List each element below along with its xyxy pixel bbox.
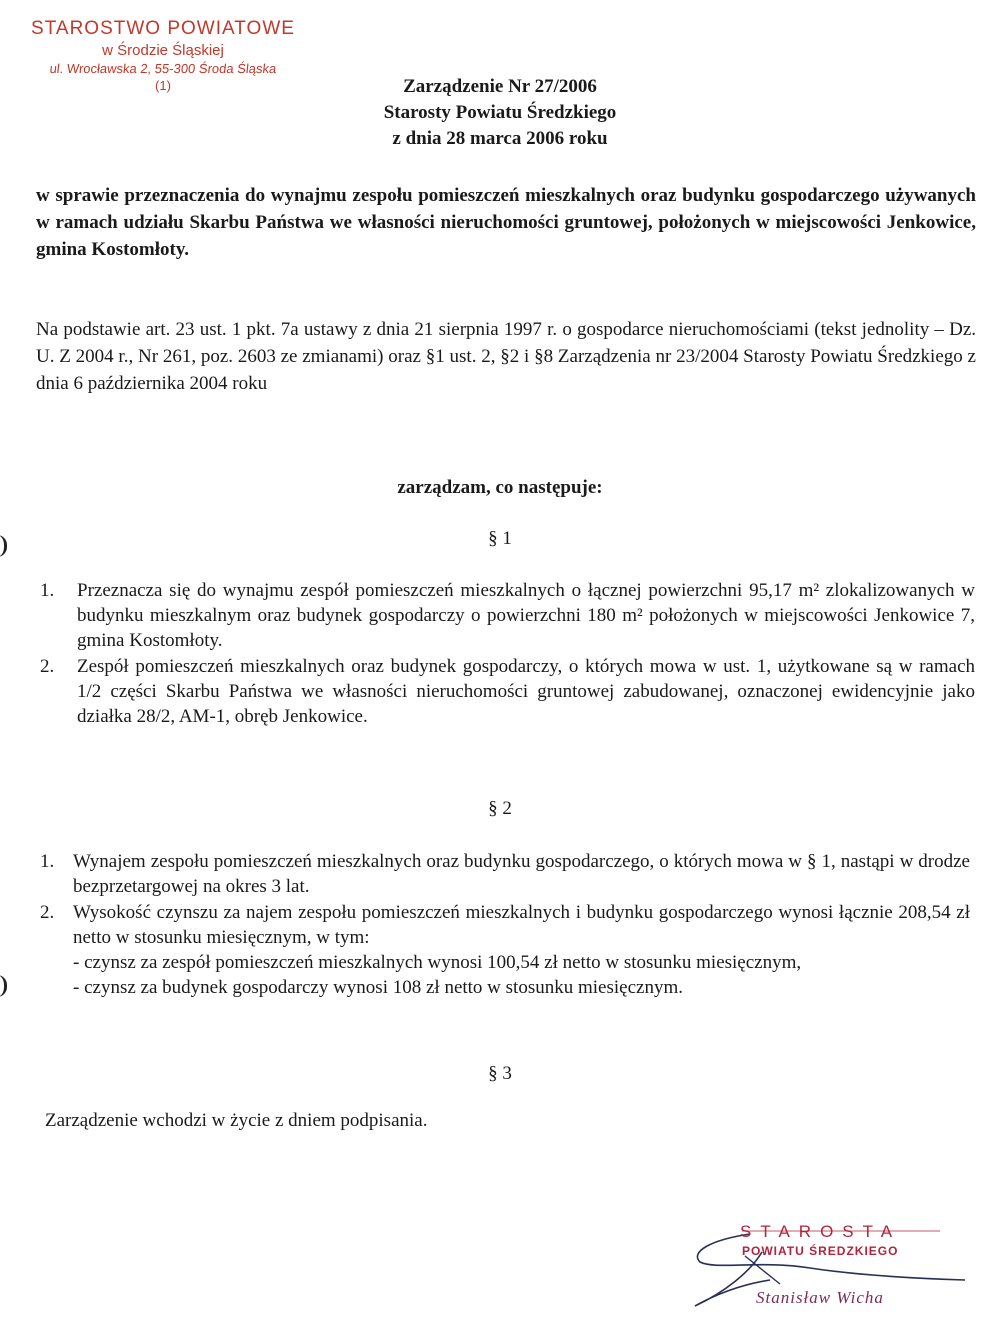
item-text: Przeznacza się do wynajmu zespół pomieszczeń mieszkalnych o łącznej powierzchni 95,17 m² zlokalizowanych w budynku mieszkalnym oraz budynek gospodarczy o powierzchni 180 m² położonych w miejscowości Jenkowice 7, gmina Kostomłoty. xyxy=(77,580,975,651)
list-item xyxy=(40,654,975,729)
document-date: z dnia 28 marca 2006 roku xyxy=(392,128,608,149)
item-number: 2. xyxy=(40,656,55,677)
document-issuer: Starosty Powiatu Średzkiego xyxy=(383,102,617,123)
list-item xyxy=(40,849,970,899)
stamp-subtitle: POWIATU ŚREDZKIEGO xyxy=(742,1244,899,1258)
stamp-line-office: STAROSTWO POWIATOWE xyxy=(31,18,295,39)
document-title: Zarządzenie Nr 27/2006 xyxy=(403,76,597,97)
signature-stamp xyxy=(690,1222,970,1322)
list-item xyxy=(40,578,975,653)
office-stamp xyxy=(18,18,308,93)
item-number: 2. xyxy=(40,902,55,923)
stamp-line-number: (1) xyxy=(155,78,171,93)
punch-hole-mark xyxy=(0,975,7,997)
stamp-title: STAROSTA xyxy=(740,1222,902,1241)
rent-detail-farm-building: - czynsz za budynek gospodarczy wynosi 108 zł netto w stosunku miesięcznym. xyxy=(73,977,683,998)
section-1-list xyxy=(40,578,975,730)
legal-basis: Na podstawie art. 23 ust. 1 pkt. 7a ustawy z dnia 21 sierpnia 1997 r. o gospodarce nieruchomościami (tekst jednolity – Dz. U. Z 2004 r., Nr 261, poz. 2603 ze zmianami) oraz §1 ust. 2, §2 i §8 Zarządzenia nr 23/2004 Starosty Powiatu Średzkiego z dnia 6 października 2004 roku xyxy=(36,319,976,394)
item-text: Wysokość czynszu za najem zespołu pomieszczeń mieszkalnych i budynku gospodarczego wynosi łącznie 208,54 zł netto w stosunku miesięcznym, w tym: xyxy=(73,902,970,948)
decree-statement: zarządzam, co następuje: xyxy=(397,477,603,498)
item-text: Zespół pomieszczeń mieszkalnych oraz budynek gospodarczy, o których mowa w ust. 1, użytkowane są w ramach 1/2 części Skarbu Państwa we własności nieruchomości gruntowej zabudowanej, oznaczonej ewidencyjnie jako działka 28/2, AM-1, obręb Jenkowice. xyxy=(77,656,975,727)
rent-detail-residential: - czynsz za zespół pomieszczeń mieszkalnych wynosi 100,54 zł netto w stosunku miesięcznym, xyxy=(73,952,802,973)
stamp-line-address: ul. Wrocławska 2, 55-300 Środa Śląska xyxy=(48,61,278,76)
document-header xyxy=(300,74,700,152)
effective-date-clause: Zarządzenie wchodzi w życie z dniem podpisania. xyxy=(45,1110,428,1131)
signatory-name: Stanisław Wicha xyxy=(756,1288,884,1307)
list-item xyxy=(40,900,970,1000)
section-2-list xyxy=(40,849,970,1001)
section-2-mark: § 2 xyxy=(488,798,512,819)
stamp-line-town: w Środzie Śląskiej xyxy=(102,42,224,59)
item-text: Wynajem zespołu pomieszczeń mieszkalnych oraz budynku gospodarczego, o których mowa w § 1, nastąpi w drodze bezprzetargowej na okres 3 lat. xyxy=(73,851,970,897)
item-number: 1. xyxy=(40,580,55,601)
document-subject: w sprawie przeznaczenia do wynajmu zespołu pomieszczeń mieszkalnych oraz budynku gospodarczego używanych w ramach udziału Skarbu Państwa we własności nieruchomości gruntowej, położonych w miejscowości Jenkowice, gmina Kostomłoty. xyxy=(36,185,976,260)
item-number: 1. xyxy=(40,851,55,872)
section-3-mark: § 3 xyxy=(488,1063,512,1084)
section-1-mark: § 1 xyxy=(488,528,512,549)
